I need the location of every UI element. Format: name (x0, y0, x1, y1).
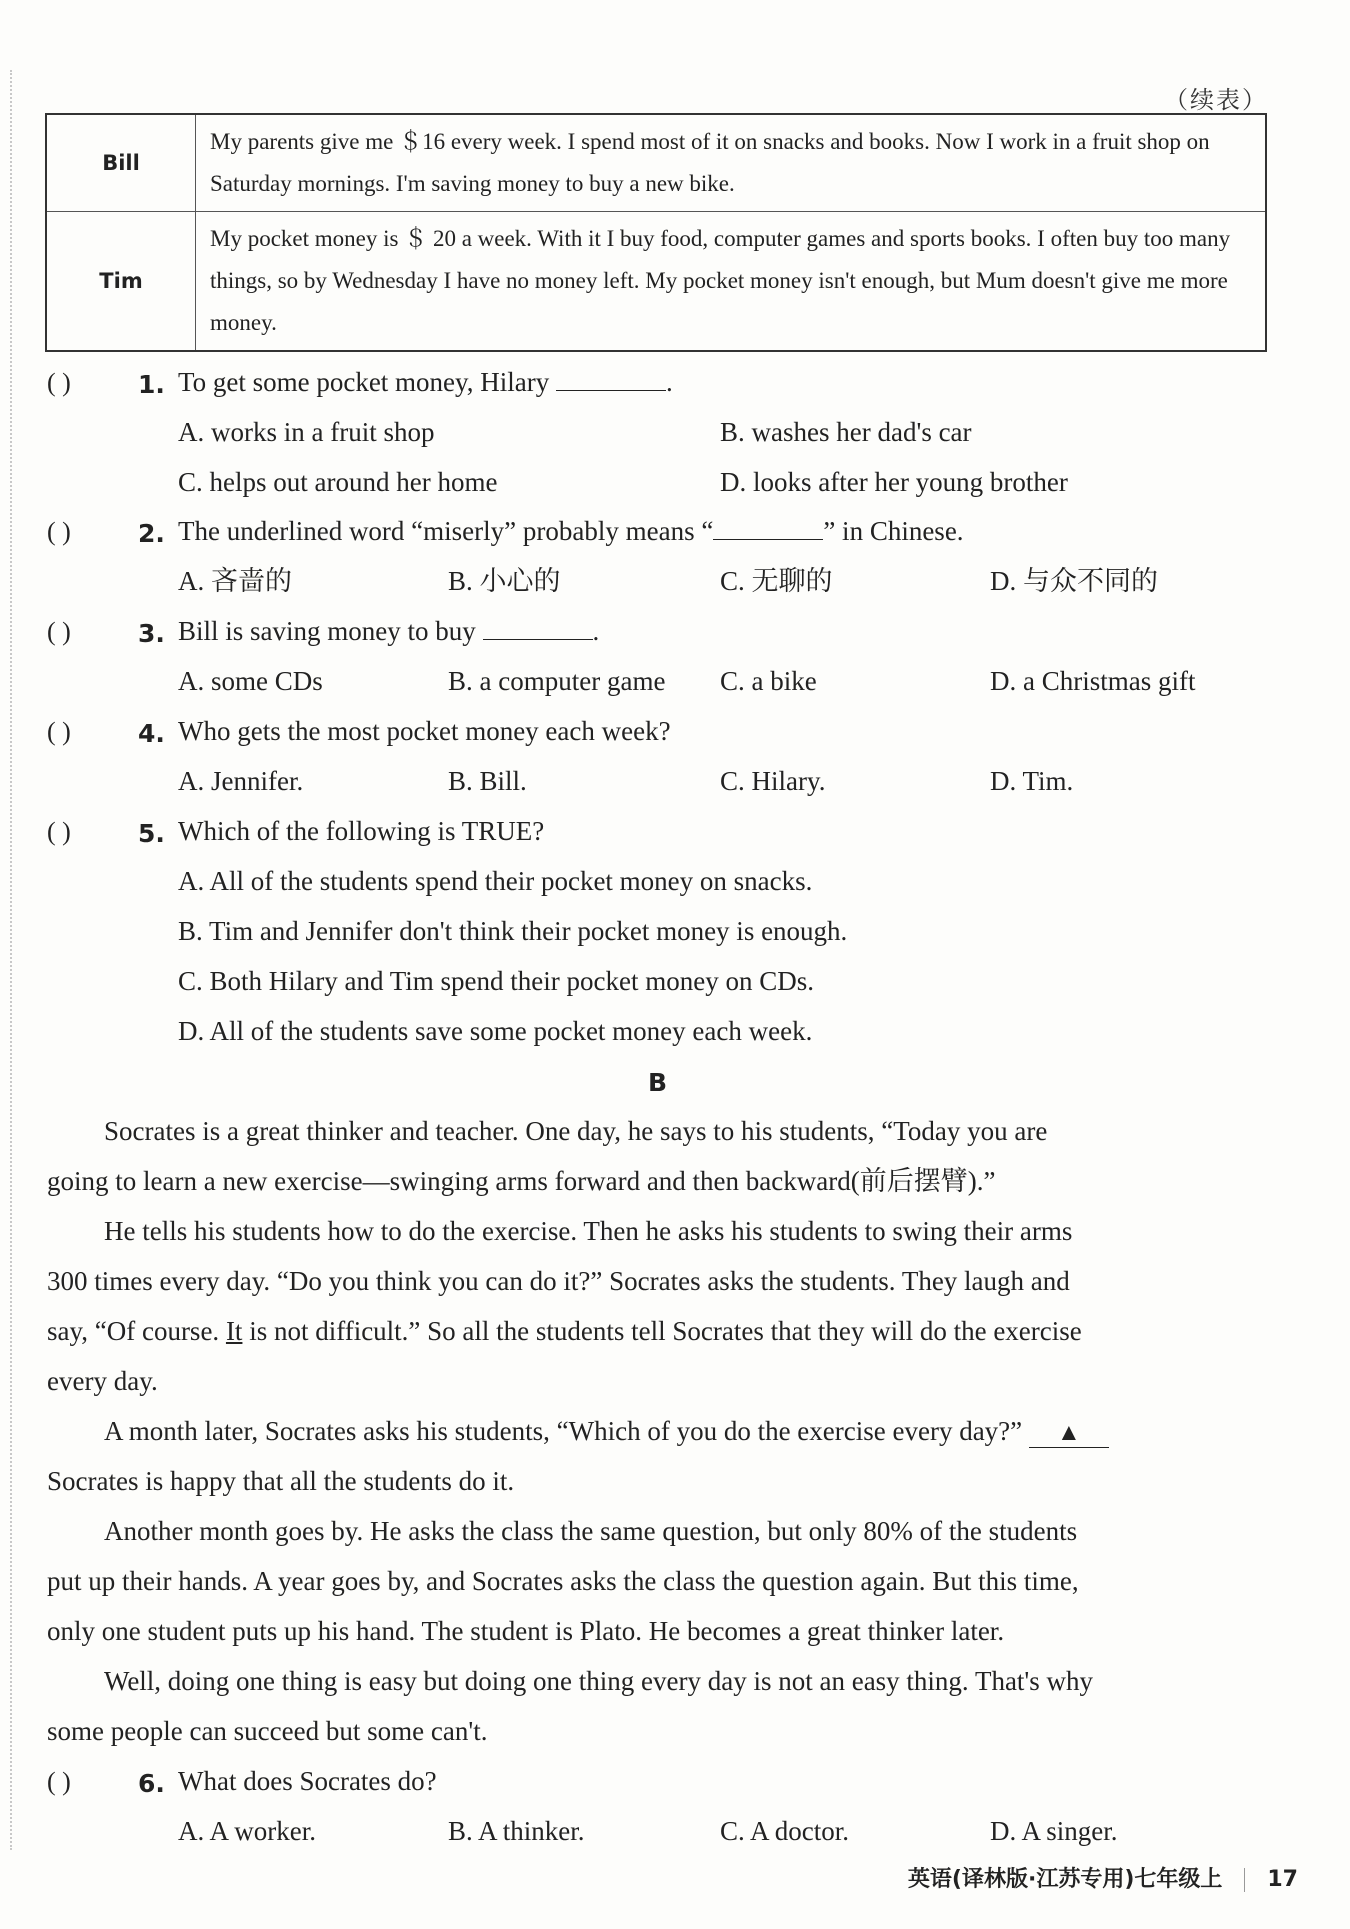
answer-paren[interactable]: ( ) (47, 517, 71, 546)
triangle-blank[interactable]: ▲ (1029, 1419, 1109, 1448)
answer-paren[interactable]: ( ) (47, 817, 71, 846)
passage-line: 300 times every day. “Do you think you can do it?” Socrates asks the students. They laugh and (47, 1266, 1070, 1296)
answer-paren[interactable]: ( ) (47, 1767, 71, 1796)
table-row (46, 212, 1266, 352)
question-number: 3. (138, 619, 165, 648)
question-number: 1. (138, 370, 165, 399)
passage-line: He tells his students how to do the exercise. Then he asks his students to swing their arms (104, 1216, 1073, 1246)
option-b[interactable]: B. 小心的 (448, 566, 561, 596)
question-stem: Which of the following is TRUE? (178, 816, 545, 846)
passage-line: Socrates is happy that all the students do it. (47, 1466, 515, 1496)
passage-line: Another month goes by. He asks the class the same question, but only 80% of the students (104, 1516, 1078, 1546)
student-name: Bill (46, 114, 196, 212)
option-c[interactable]: C. Both Hilary and Tim spend their pocket money on CDs. (178, 966, 814, 996)
option-b[interactable]: B. washes her dad's car (720, 417, 972, 447)
answer-paren[interactable]: ( ) (47, 717, 71, 746)
passage-line: put up their hands. A year goes by, and Socrates asks the class the question again. But this time, (47, 1566, 1079, 1596)
stem-text: To get some pocket money, Hilary (178, 367, 550, 397)
question-stem (178, 515, 964, 547)
question-number: 5. (138, 819, 165, 848)
answer-blank[interactable] (713, 515, 823, 540)
option-c[interactable]: C. 无聊的 (720, 566, 833, 596)
passage-line: some people can succeed but some can't. (47, 1716, 488, 1746)
question-stem: Who gets the most pocket money each week? (178, 716, 671, 746)
stem-text: Bill is saving money to buy (178, 616, 476, 646)
option-c[interactable]: C. Hilary. (720, 766, 826, 796)
question-number: 2. (138, 519, 165, 548)
answer-blank[interactable] (556, 366, 666, 391)
option-b[interactable]: B. Tim and Jennifer don't think their pocket money is enough. (178, 916, 848, 946)
passage-line (104, 1415, 1109, 1448)
option-c[interactable]: C. a bike (720, 666, 817, 696)
passage-line (47, 1315, 1082, 1347)
passage-text: say, “Of course. (47, 1316, 226, 1346)
passage-line: Well, doing one thing is easy but doing one thing every day is not an easy thing. That's why (104, 1666, 1094, 1696)
question-number: 4. (138, 719, 165, 748)
question-number: 6. (138, 1769, 165, 1798)
student-description: My parents give me ＄16 every week. I spend most of it on snacks and books. Now I work in a fruit shop on Saturday mornings. I'm saving money to buy a new bike. (196, 114, 1267, 212)
passage-text: is not difficult.” So all the students tell Socrates that they will do the exercise (242, 1316, 1082, 1346)
passage-line: only one student puts up his hand. The student is Plato. He becomes a great thinker later. (47, 1616, 1005, 1646)
section-title: B (648, 1068, 668, 1097)
continued-label: （续表） (1164, 86, 1268, 114)
pocket-money-table (45, 113, 1267, 352)
option-a[interactable]: A. Jennifer. (178, 766, 304, 796)
page-footer (908, 1862, 1298, 1893)
stem-end: . (592, 616, 600, 646)
stem-end: . (666, 367, 673, 397)
question-stem (178, 615, 599, 647)
passage-text: A month later, Socrates asks his students, “Which of you do the exercise every day?” (104, 1416, 1023, 1446)
stem-text: The underlined word “miserly” probably means “ (178, 516, 714, 546)
option-d[interactable]: D. looks after her young brother (720, 467, 1068, 497)
page-number: 17 (1267, 1867, 1298, 1892)
option-a[interactable]: A. 吝啬的 (178, 566, 292, 596)
option-d[interactable]: D. a Christmas gift (990, 666, 1196, 696)
binding-margin-dots (10, 70, 12, 1850)
passage-line: going to learn a new exercise—swinging arms forward and then backward(前后摆臂).” (47, 1166, 996, 1196)
answer-paren[interactable]: ( ) (47, 368, 71, 397)
passage-line: every day. (47, 1366, 158, 1396)
option-a[interactable]: A. works in a fruit shop (178, 417, 435, 447)
underlined-word: It (225, 1316, 243, 1346)
option-a[interactable]: A. All of the students spend their pocket money on snacks. (178, 866, 813, 896)
option-d[interactable]: D. 与众不同的 (990, 566, 1158, 596)
student-name: Tim (46, 212, 196, 352)
question-stem: What does Socrates do? (178, 1766, 437, 1796)
option-a[interactable]: A. A worker. (178, 1816, 316, 1846)
question-stem (178, 366, 673, 398)
option-b[interactable]: B. A thinker. (448, 1816, 585, 1846)
option-d[interactable]: D. Tim. (990, 766, 1074, 796)
option-d[interactable]: D. All of the students save some pocket money each week. (178, 1016, 813, 1046)
option-c[interactable]: C. A doctor. (720, 1816, 850, 1846)
option-c[interactable]: C. helps out around her home (178, 467, 498, 497)
stem-end: ” in Chinese. (823, 516, 964, 546)
book-title: 英语(译林版·江苏专用)七年级上 (907, 1867, 1223, 1892)
table-row (46, 114, 1266, 212)
option-a[interactable]: A. some CDs (178, 666, 323, 696)
answer-paren[interactable]: ( ) (47, 617, 71, 646)
option-b[interactable]: B. Bill. (448, 766, 527, 796)
answer-blank[interactable] (483, 615, 593, 640)
footer-divider (1244, 1868, 1245, 1892)
student-description: My pocket money is ＄ 20 a week. With it I buy food, computer games and sports books. I often buy too many things, so by Wednesday I have no money left. My pocket money isn't enough, but Mum doesn't give me more money. (196, 212, 1267, 352)
passage-line: Socrates is a great thinker and teacher. One day, he says to his students, “Today you are (104, 1116, 1048, 1146)
option-d[interactable]: D. A singer. (990, 1816, 1118, 1846)
option-b[interactable]: B. a computer game (448, 666, 666, 696)
